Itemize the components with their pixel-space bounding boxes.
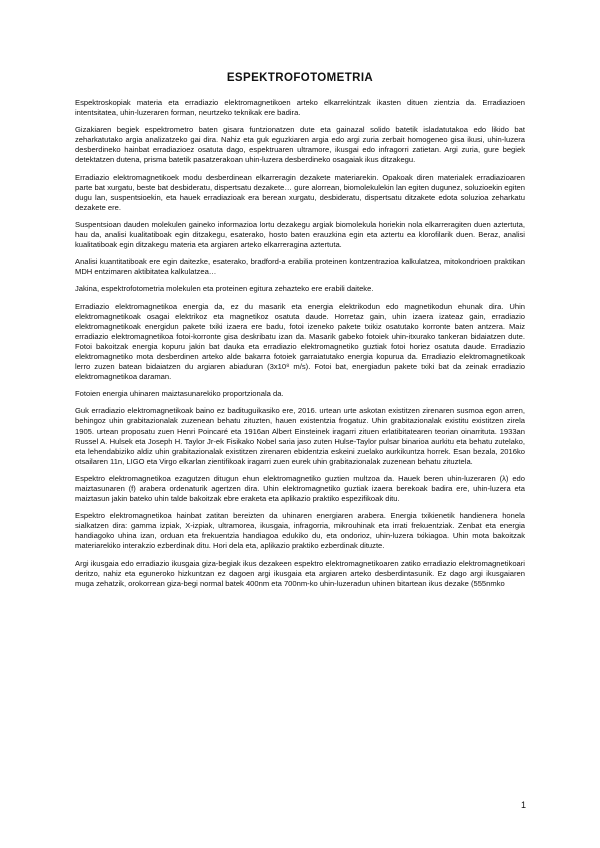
paragraph-9: Guk erradiazio elektromagnetikoak baino ez badituguikasiko ere, 2016. urtean urte askotan existitzen zirenaren susmoa egon arren, behingoz uhin grabitazionalak zuzenean behatu zituzten, hauen existentzia frogatuz. Uhin grabitazionalak existitu existitzen zirela 1905. urtean proposatu zuen Henri Poincaré eta 1916an Albert Einsteinek iragarri zituen erlatibitatearen teorian oinarrituta. 1933an Russel A. Hulsek eta Joseph H. Taylor Jr-ek Fisikako Nobel saria jaso zuten Hulse-Taylor pulsar binarioa aurkitu eta behatu zutelako, eta lehendabiziko aldiz uhin grabitazionalak existitzen zirenaren ebidentzia eskeini zuelako aurkikuntza horrek. Esan bezala, 2016ko otsailaren 11n, LIGO eta Virgo elkarlan zientifikoak iragarri zuen eurek uhin grabitazionalak zuzenean behatu zituztela. <box>75 406 525 466</box>
paragraph-11: Espektro elektromagnetikoa hainbat zatitan bereizten da uhinaren energiaren arabera. Energia txikienetik handienera honela sialkatzen dira: gamma izpiak, X-izpiak, ultramorea, ikusgaia, infragorria, mikrouhinak eta irrati frekuentziak. Zenbat eta energia handiagoko uhina izan, orduan eta frekuentzia handiagoa edukiko du, eta ondorioz, uhin-luzera txikiagoa. Uhin mota bakoitzak materiarekiko interakzio ezberdinak ditu. Hori dela eta, aplikazio praktiko ezberdinak dituzte. <box>75 511 525 551</box>
paragraph-10: Espektro elektromagnetikoa ezagutzen ditugun ehun elektromagnetiko guztien multzoa da. Hauek beren uhin-luzeraren (λ) edo maiztasunaren (f) arabera ordenaturik agertzen dira. Uhin elektromagnetiko guztiak izaera berekoak badira ere, uhin-luzera eta maiztasun jakin bateko uhin talde bakoitzak ebre eraketa eta aplikazio praktiko espezifikoak ditu. <box>75 473 525 504</box>
paragraph-7: Erradiazio elektromagnetikoa energia da, ez du masarik eta energia elektrikodun edo magnetikodun ehunak dira. Uhin elektromagnetikoak osagai elektrikoz eta magnetikoz osatuta daude. Horretaz gain, uhin izaera izateaz gain, erradiazio elektromagnetikoak energidun pakete txiki izaera ere badu, fotoi izeneko pakete txikiz osatutako korronte baten antzera. Maiz erradiazio elektromagnetikoa fotoi-korronte gisa deskribatu izan da. Masarik gabeko fotoiek uhin-itxurako tankeran bidaiatzen dute. Fotoi bakoitzak energia kopuru jakin bat dauka eta erradiazio elektromagnetiko guztiak fotoi horiez osatuta daude. Erradiazio elektromagnetiko mota desberdinen arteko alde bakarra fotoiek garraiatutako energia kopurua da. Erradiazio elektromagnetikoak lerro zuzen batean bidaiatzen du argiaren abiaduran (3x10⁸ m/s). Fotoi bat, energiadun pakete txiki bat da zeinak erradiazio elektromagnetikoa daraman. <box>75 301 525 382</box>
document-title: ESPEKTROFOTOMETRIA <box>226 72 374 84</box>
page-number: 1 <box>520 800 526 810</box>
paragraph-4: Suspentsioan dauden molekulen gaineko informazioa lortu dezakegu argiak biomolekula horiekin nola elkarreragiten duen aztertuta, hau da, analisi kualitatiboak egin ditzakegu, esaterako, hosto baten erauzkina egin eta aztertu ea klorofilarik duen. Beraz, analisi kualitatiboak egin ditzakegu materia eta argiaren arteko elkarreragina aztertuta. <box>75 219 525 250</box>
paragraph-8: Fotoien energia uhinaren maiztasunarekiko proportzionala da. <box>75 389 284 399</box>
paragraph-2: Gizakiaren begiek espektrometro baten gisara funtzionatzen dute eta gainazal solido batetik isladatutakoa edo likido bat zeharkatutako argia analizatzeko gai dira. Nahiz eta guk eguzkiaren argia edo argi zuria zerbait homogeneo gisa ikusi, uhin-luzera desberdineko hainbat erradiazioez osatuta dago, espektruaren ultramore, ikusgai edo infragorri zatietan. Argi zuria, gure begiek detektatzen dutena, prisma batetik pasatzerakoan uhin-luzera desberdineko osagaiak ikus ditzakegu. <box>75 125 525 165</box>
paragraph-3: Erradiazio elektromagnetikoek modu desberdinean elkarreragin dezakete materiarekin. Opakoak diren materialek erradiazioaren parte bat xurgatu, beste bat desbideratu, dispertsatu dezakete… gure alorrean, biomolekulekin lan egiten dugunez, soluzioekin egiten dugu lan, suspentsioekin, eta hauek erradiazioak era berean xurgatu, desbideratu, dispertsatu ditzakete edota soluzioa zeharkatu dezakete ere. <box>75 172 525 212</box>
paragraph-12: Argi ikusgaia edo erradiazio ikusgaia giza-begiak ikus dezakeen espektro elektromagnetikoaren zatiko erradiazio elektromagnetikoari deritzo, nahiz eta eguneroko hizkuntzan ez dagoen argi ikusgaia eta argiaren arteko desberdintasunik. Ez dago argi ikusgaiaren muga zehatzik, orokorrean giza-begi normal batek 400nm eta 700nm-ko uhin-luzeradun uhinen bitartean ikus dezake (555nmko <box>75 558 525 588</box>
paragraph-6: Jakina, espektrofotometria molekulen eta proteinen egitura zehazteko ere erabili daiteke. <box>75 284 374 294</box>
paragraph-1: Espektroskopiak materia eta erradiazio elektromagnetikoen arteko elkarrekintzak ikasten dituen zientzia da. Erradiazioen intentsitatea, uhin-luzeraren forman, neurtzeko teknikak ere badira. <box>75 98 525 118</box>
paragraph-5: Analisi kuantitatiboak ere egin daitezke, esaterako, bradford-a erabilia proteinen kontzentrazioa kalkulatzea, mitokondrioen praktikan MDH entzimaren aktibitatea kalkulatzea… <box>75 257 525 277</box>
